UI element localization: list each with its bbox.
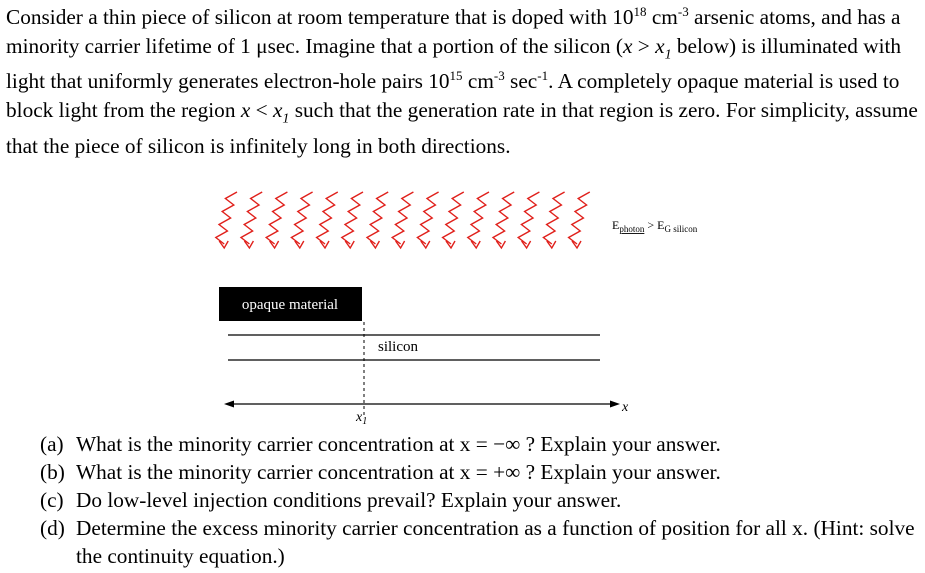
light-wave bbox=[216, 192, 237, 244]
light-wave bbox=[342, 192, 363, 244]
question-a-text: What is the minority carrier concentration at x = −∞ ? Explain your answer. bbox=[76, 432, 721, 456]
light-wave bbox=[266, 192, 287, 244]
light-wave bbox=[443, 192, 464, 244]
cm-exponent-2: -3 bbox=[493, 68, 505, 84]
var-x1-b: x bbox=[272, 98, 283, 123]
problem-text-7: sec bbox=[504, 69, 538, 94]
light-wave bbox=[241, 192, 262, 244]
x1-label: $x_1$ bbox=[356, 410, 368, 427]
light-wave bbox=[392, 192, 413, 244]
light-wave bbox=[493, 192, 514, 244]
problem-text-10: such that the generation rate in that region is zero. For simplicity, assume that the piece of silicon is infinitely long in both directions. bbox=[6, 98, 918, 158]
light-wave-arrowhead bbox=[547, 241, 556, 248]
problem-text-3: arsenic atoms, and has a minority carrier lifetime of 1 μsec. Imagine that a portion of the silicon ( bbox=[6, 5, 901, 58]
light-wave-arrowhead bbox=[244, 241, 253, 248]
light-wave bbox=[367, 192, 388, 244]
light-wave-arrowhead bbox=[370, 241, 379, 248]
question-b-text: What is the minority carrier concentration at x = +∞ ? Explain your answer. bbox=[76, 460, 721, 484]
light-wave bbox=[569, 192, 590, 244]
light-waves-group bbox=[216, 192, 590, 248]
question-c-text: Do low-level injection conditions prevail? Explain your answer. bbox=[76, 488, 622, 512]
light-wave-arrowhead bbox=[270, 241, 279, 248]
light-wave-arrowhead bbox=[396, 241, 405, 248]
light-wave-arrowhead bbox=[522, 241, 531, 248]
doping-exponent: 18 bbox=[633, 4, 647, 19]
problem-text-2: cm bbox=[646, 5, 678, 29]
var-x1: x bbox=[655, 34, 665, 58]
question-d-label: (d) bbox=[40, 516, 65, 540]
light-wave-arrowhead bbox=[496, 241, 505, 248]
x-axis-label: x bbox=[622, 400, 629, 415]
problem-text-9: < bbox=[250, 98, 273, 123]
var-x1-b-subscript: 1 bbox=[282, 111, 290, 127]
question-list bbox=[40, 430, 920, 570]
problem-text-6: cm bbox=[462, 69, 494, 94]
light-wave-arrowhead bbox=[572, 241, 581, 248]
light-wave-arrowhead bbox=[421, 241, 430, 248]
var-x-b: x bbox=[240, 98, 251, 123]
light-wave bbox=[417, 192, 438, 244]
generation-exponent: 15 bbox=[449, 68, 463, 84]
light-wave-arrowhead bbox=[320, 241, 329, 248]
light-wave bbox=[543, 192, 564, 244]
question-c bbox=[40, 486, 920, 514]
silicon-label: silicon bbox=[378, 339, 418, 355]
light-wave bbox=[317, 192, 338, 244]
photon-energy-label: $E_{photon} > E_{G silicon}$ bbox=[612, 218, 698, 234]
light-wave-arrowhead bbox=[446, 241, 455, 248]
light-wave-arrowhead bbox=[345, 241, 354, 248]
light-wave bbox=[518, 192, 539, 244]
var-x1-subscript: 1 bbox=[664, 47, 672, 63]
question-b bbox=[40, 458, 920, 486]
light-wave-arrowhead bbox=[295, 241, 304, 248]
question-b-label: (b) bbox=[40, 460, 65, 484]
x-axis-left-arrowhead bbox=[224, 401, 234, 408]
var-x: x bbox=[623, 34, 633, 58]
opaque-material-label: opaque material bbox=[241, 297, 339, 313]
question-a bbox=[40, 430, 920, 458]
question-a-label: (a) bbox=[40, 432, 64, 456]
question-d bbox=[40, 514, 920, 570]
sec-exponent: -1 bbox=[537, 68, 549, 84]
cm-exponent-1: -3 bbox=[677, 4, 689, 19]
question-c-label: (c) bbox=[40, 488, 64, 512]
problem-text-4: > bbox=[632, 34, 656, 58]
problem-text-1: Consider a thin piece of silicon at room temperature that is doped with 10 bbox=[6, 5, 634, 29]
problem-text-5: below) is illuminated with light that uniformly generates electron-hole pairs 10 bbox=[6, 34, 902, 94]
x-axis-right-arrowhead bbox=[610, 401, 620, 408]
question-d-text: Determine the excess minority carrier concentration as a function of position for all x. (Hint: solve the continuity equation.) bbox=[76, 516, 915, 568]
light-wave bbox=[468, 192, 489, 244]
problem-text-8: . A completely opaque material is used to block light from the region bbox=[6, 69, 900, 123]
light-wave-arrowhead bbox=[471, 241, 480, 248]
light-wave bbox=[291, 192, 312, 244]
light-wave-arrowhead bbox=[219, 241, 228, 248]
